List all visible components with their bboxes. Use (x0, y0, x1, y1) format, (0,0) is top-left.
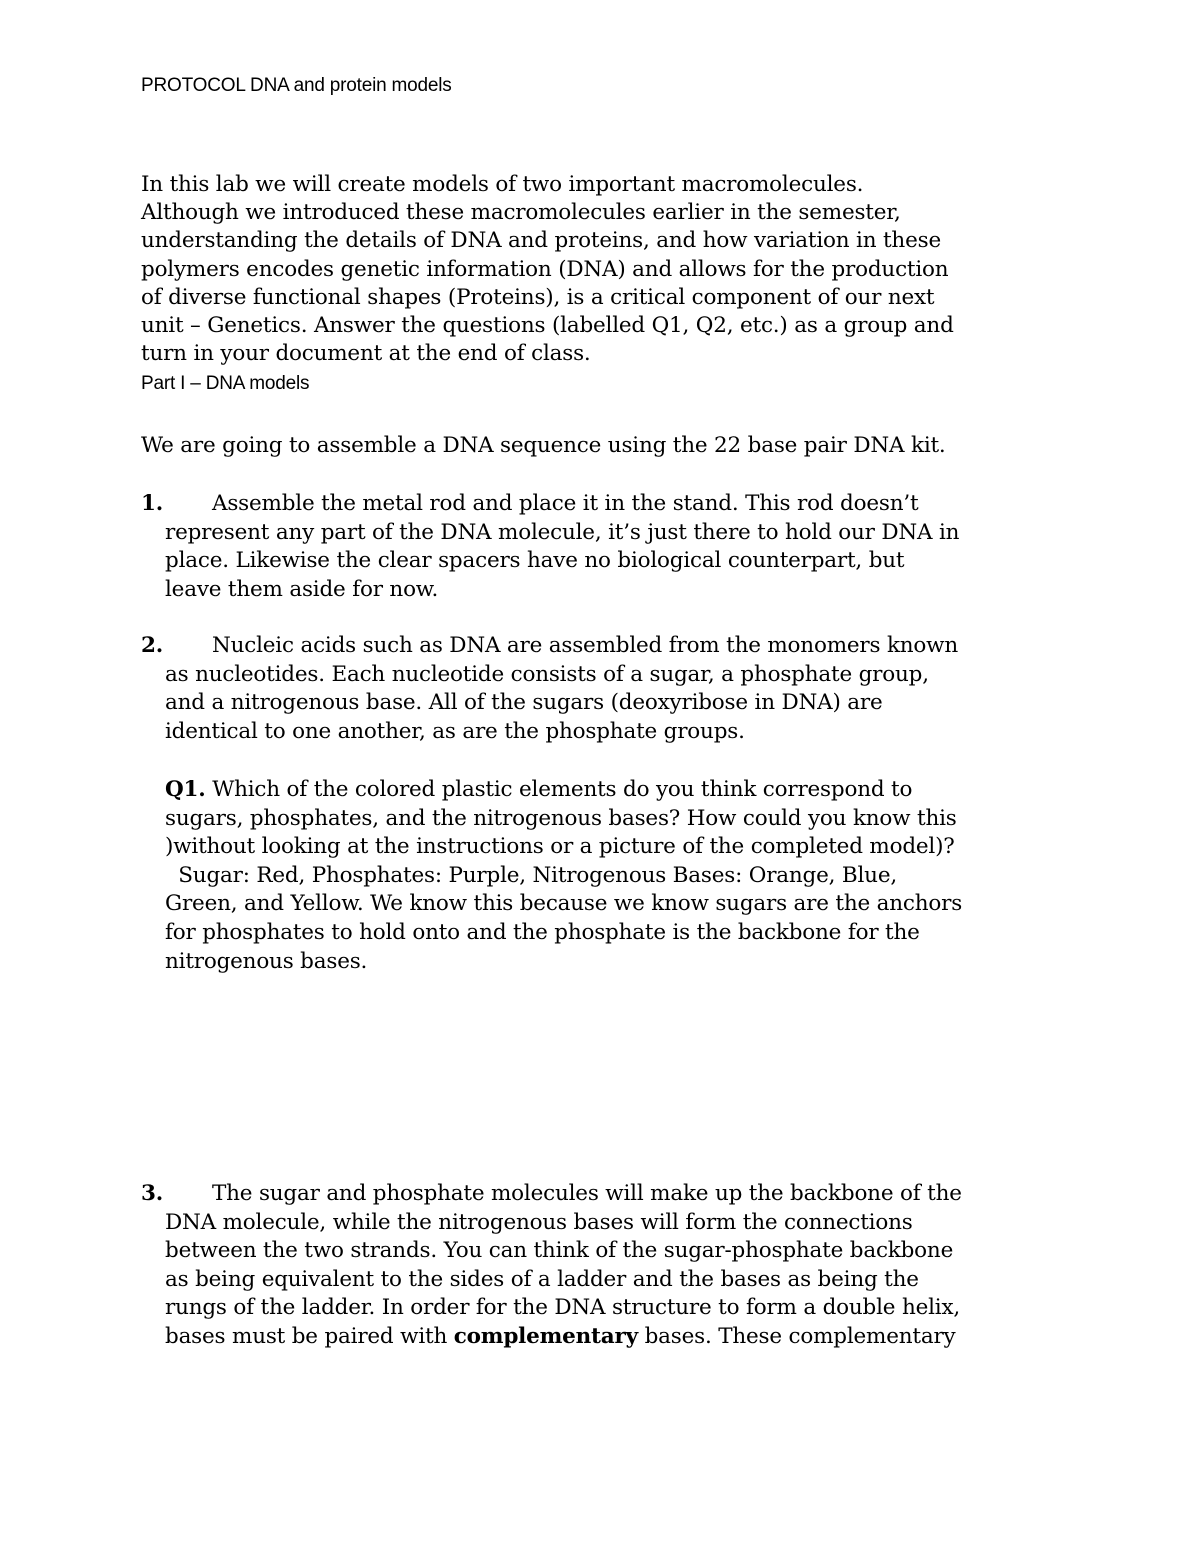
intro-paragraph (141, 171, 1101, 368)
intro-line: of diverse functional shapes (Proteins), is a critical component of our next (141, 284, 935, 310)
step-line: rungs of the ladder. In order for the DNA structure to form a double helix, (165, 1295, 961, 1321)
intro-line: Although we introduced these macromolecules earlier in the semester, (141, 200, 901, 226)
step-last-line (141, 1323, 1101, 1352)
step-text: Nucleic acids such as DNA are assembled from the monomers known (212, 633, 959, 658)
step-first-line (141, 1180, 1101, 1209)
answer-line: for phosphates to hold onto and the phosphate is the backbone for the (165, 919, 920, 945)
part-intro (141, 432, 1101, 460)
question-first-line (165, 776, 1085, 805)
step-line: as being equivalent to the sides of a ladder and the bases as being the (165, 1266, 919, 1292)
step-number: 3. (141, 1181, 164, 1206)
step-number: 2. (141, 633, 164, 658)
step-number: 1. (141, 491, 164, 516)
answer-line: Green, and Yellow. We know this because we know sugars are the anchors (165, 891, 963, 917)
step-text: Assemble the metal rod and place it in the stand. This rod doesn’t (212, 491, 919, 516)
step-first-line (141, 490, 1101, 519)
step-2 (141, 632, 1101, 746)
document-header: PROTOCOL DNA and protein models (141, 75, 452, 96)
step-text: bases. These complementary (637, 1323, 956, 1349)
step-text: The sugar and phosphate molecules will make up the backbone of the (212, 1181, 962, 1206)
step-line: place. Likewise the clear spacers have no biological counterpart, but (165, 548, 905, 574)
part-heading: Part I – DNA models (141, 373, 310, 394)
intro-line: polymers encodes genetic information (DNA) and allows for the production (141, 256, 949, 282)
question-line: sugars, phosphates, and the nitrogenous bases? How could you know this (165, 805, 957, 831)
question-text: Which of the colored plastic elements do you think correspond to (205, 777, 913, 802)
question-line: )without looking at the instructions or a picture of the completed model)? (165, 834, 955, 860)
step-line: and a nitrogenous base. All of the sugars (deoxyribose in DNA) are (165, 690, 883, 716)
step-line: leave them aside for now. (165, 576, 439, 602)
intro-line: In this lab we will create models of two important macromolecules. (141, 172, 864, 197)
step-line: between the two strands. You can think of the sugar-phosphate backbone (165, 1238, 954, 1264)
answer-line: Sugar: Red, Phosphates: Purple, Nitrogenous Bases: Orange, Blue, (165, 862, 897, 888)
step-line: DNA molecule, while the nitrogenous bases will form the connections (165, 1209, 913, 1235)
answer-line: nitrogenous bases. (165, 948, 368, 974)
step-line: represent any part of the DNA molecule, it’s just there to hold our DNA in (165, 519, 960, 545)
question-q1 (165, 776, 1085, 976)
question-label: Q1. (165, 777, 206, 802)
part-intro-line: We are going to assemble a DNA sequence using the 22 base pair DNA kit. (141, 433, 946, 458)
step-text: bases must be paired with (165, 1323, 454, 1349)
step-3 (141, 1180, 1101, 1352)
step-line: identical to one another, as are the phosphate groups. (165, 718, 745, 744)
step-1 (141, 490, 1101, 604)
intro-line: turn in your document at the end of class. (141, 341, 591, 367)
intro-line: understanding the details of DNA and proteins, and how variation in these (141, 228, 941, 254)
emphasis-term: complementary (453, 1323, 638, 1349)
step-first-line (141, 632, 1101, 661)
intro-line: unit – Genetics. Answer the questions (labelled Q1, Q2, etc.) as a group and (141, 313, 954, 339)
step-line: as nucleotides. Each nucleotide consists of a sugar, a phosphate group, (165, 661, 929, 687)
